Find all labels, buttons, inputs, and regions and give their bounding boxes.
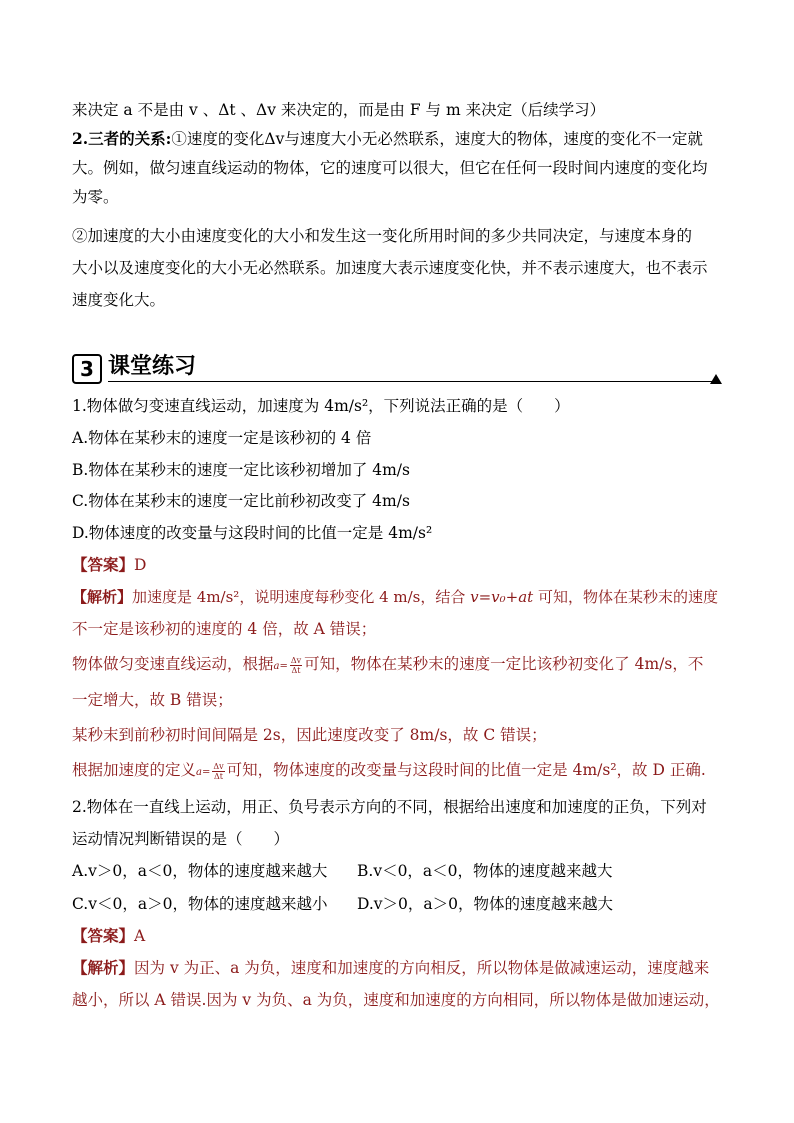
q1-analysis-line-4: 一定增大，故 B 错误； xyxy=(72,691,233,709)
q2-option-c: C.v＜0，a＞0，物体的速度越来越小 xyxy=(72,895,328,913)
section-heading xyxy=(72,352,722,382)
q1-analysis-3-pre: 物体做匀变速直线运动，根据 xyxy=(72,655,274,673)
q2-analysis-label: 【解析】 xyxy=(72,958,135,977)
q2-answer xyxy=(72,926,145,946)
fraction-denominator: Δt xyxy=(291,665,301,675)
q1-analysis-line-3: 物体做匀变速直线运动，根据a= $\frac{\Delta v}{\Delta t}$ 可知，物体在某秒末的速度一定比该秒初变化了 4m/s，不 xyxy=(72,655,704,675)
section-title: 课堂练习 xyxy=(108,354,197,379)
q1-option-d: D.物体速度的改变量与这段时间的比值一定是 4m/s² xyxy=(72,524,433,542)
relation-heading: 2.三者的关系: xyxy=(72,129,172,148)
q2-option-b: B.v＜0，a＜0，物体的速度越来越大 xyxy=(357,862,613,880)
q2-answer-label: 【答案】 xyxy=(72,926,135,945)
intro-line-7: 速度变化大。 xyxy=(72,291,166,309)
intro-line-6: 大小以及速度变化的大小无必然联系。加速度大表示速度变化快，并不表示速度大，也不表示 xyxy=(72,259,708,277)
q1-answer xyxy=(72,555,146,575)
section-number-badge: 3 xyxy=(72,354,102,384)
q1-analysis-line-1 xyxy=(72,587,718,607)
q2-stem-line-1: 2.物体在一直线上运动，用正、负号表示方向的不同，根据给出速度和加速度的正负，下列对 xyxy=(72,798,707,816)
q1-analysis-line-5: 某秒末到前秒初时间间隔是 2s，因此速度改变了 8m/s，故 C 错误； xyxy=(72,726,547,744)
accel-symbol: a xyxy=(273,661,280,672)
q1-option-b: B.物体在某秒末的速度一定比该秒初增加了 4m/s xyxy=(72,461,410,479)
fraction-numerator: Δv xyxy=(290,655,302,665)
q2-analysis-text: 因为 v 为正、a 为负，速度和加速度的方向相反，所以物体是做减速运动，速度越来 xyxy=(134,959,710,977)
q1-answer-label: 【答案】 xyxy=(72,555,135,574)
q1-analysis-text: 加速度是 4m/s²，说明速度每秒变化 4 m/s，结合 xyxy=(132,588,471,606)
q1-analysis-6-pre: 根据加速度的定义 xyxy=(72,761,197,779)
q1-option-a: A.物体在某秒末的速度一定是该秒初的 4 倍 xyxy=(72,429,372,447)
kinematics-formula: v=v₀+at xyxy=(470,588,534,606)
q1-stem: 1.物体做匀变速直线运动，加速度为 4m/s²，下列说法正确的是（ ） xyxy=(72,397,570,415)
q1-analysis-label: 【解析】 xyxy=(72,588,133,606)
intro-line-3: 大。例如，做匀速直线运动的物体，它的速度可以很大，但它在任何一段时间内速度的变化均 xyxy=(72,159,708,177)
q2-option-d: D.v＞0，a＞0，物体的速度越来越大 xyxy=(357,895,614,913)
section-underline xyxy=(108,381,714,382)
q1-analysis-6-post: 可知，物体速度的改变量与这段时间的比值一定是 4m/s²，故 D 正确. xyxy=(226,761,706,779)
relation-text: ①速度的变化Δv与速度大小无必然联系，速度大的物体，速度的变化不一定就 xyxy=(171,130,703,148)
q2-answer-value: A xyxy=(134,927,146,945)
intro-line-4: 为零。 xyxy=(72,188,119,206)
q2-analysis-line-2: 越小，所以 A 错误.因为 v 为负、a 为负，速度和加速度的方向相同，所以物体是做加速运动， xyxy=(72,991,720,1009)
fraction-numerator-2: Δv xyxy=(213,761,224,771)
q2-option-a: A.v＞0，a＜0，物体的速度越来越大 xyxy=(72,862,328,880)
q2-analysis-line-1 xyxy=(72,958,709,978)
fraction-denominator-2: Δt xyxy=(214,771,224,781)
q1-analysis-line-6: 根据加速度的定义a= $\frac{\Delta v}{\Delta t}$ 可知，物体速度的改变量与这段时间的比值一定是 4m/s²，故 D 正确. xyxy=(72,761,706,781)
q1-analysis-text-end: 可知，物体在某秒末的速度 xyxy=(533,588,718,606)
triangle-icon xyxy=(710,374,722,384)
accel-fraction-2 xyxy=(212,762,224,781)
intro-line-2 xyxy=(72,129,703,149)
q2-stem-line-2: 运动情况判断错误的是（ ） xyxy=(72,830,290,848)
accel-fraction xyxy=(290,656,302,675)
q1-analysis-3-post: 可知，物体在某秒末的速度一定比该秒初变化了 4m/s，不 xyxy=(304,655,704,673)
q1-analysis-line-2: 不一定是该秒初的速度的 4 倍，故 A 错误； xyxy=(72,620,377,638)
q1-answer-value: D xyxy=(134,556,147,574)
accel-symbol-2: a xyxy=(196,767,202,778)
intro-line-5: ②加速度的大小由速度变化的大小和发生这一变化所用时间的多少共同决定，与速度本身的 xyxy=(72,227,693,245)
q1-option-c: C.物体在某秒末的速度一定比前秒初改变了 4m/s xyxy=(72,492,410,510)
intro-line-1: 来决定 a 不是由 v 、Δt 、Δv 来决定的，而是由 F 与 m 来决定（后续学习） xyxy=(72,101,606,119)
